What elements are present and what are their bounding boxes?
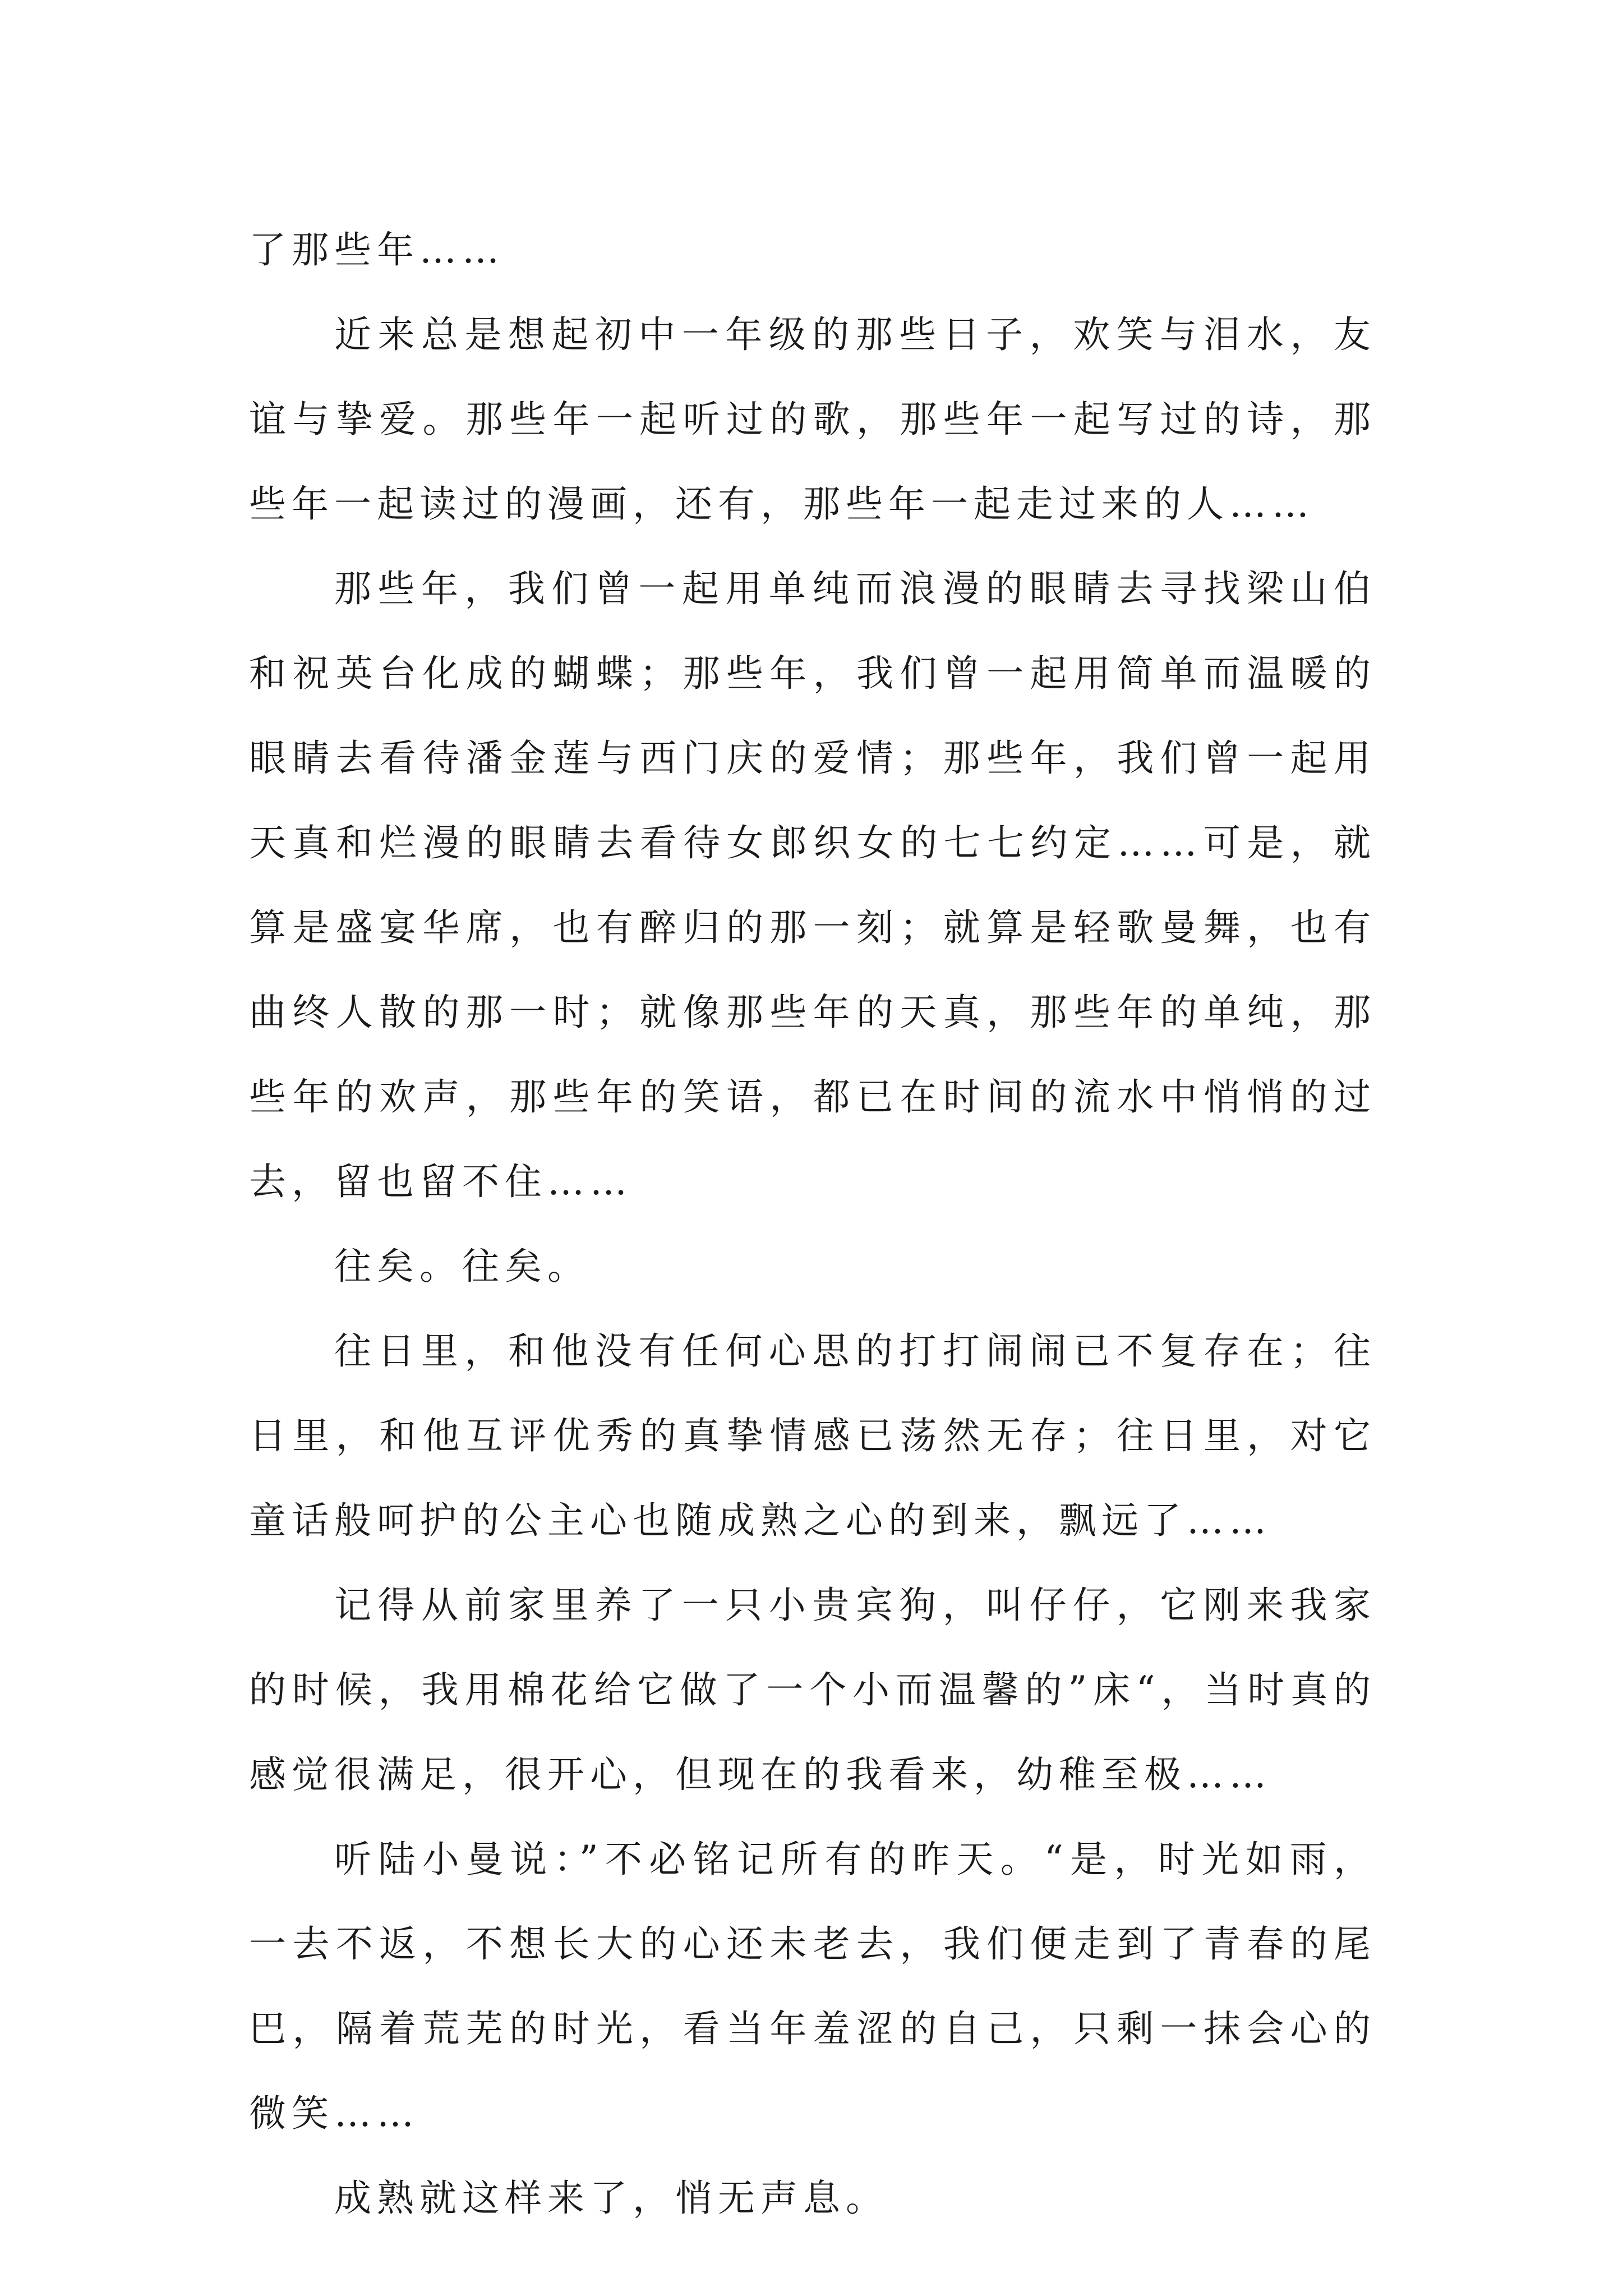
paragraph: 往日里，和他没有任何心思的打打闹闹已不复存在；往日里，和他互评优秀的真挚情感已荡然无存；往日里，对它童话般呵护的公主心也随成熟之心的到来，飘远了…… bbox=[249, 1329, 1376, 1542]
paragraph: 那些年，我们曾一起用单纯而浪漫的眼睛去寻找梁山伯和祝英台化成的蝴蝶；那些年，我们曾一起用简单而温暖的眼睛去看待潘金莲与西门庆的爱情；那些年，我们曾一起用天真和烂漫的眼睛去看待女郎织女的七七约定……可是，就算是盛宴华席，也有醉归的那一刻；就算是轻歌曼舞，也有曲终人散的那一时；就像那些年的天真，那些年的单纯，那些年的欢声，那些年的笑语，都已在时间的流水中悄悄的过去，留也留不住…… bbox=[249, 567, 1376, 1203]
paragraph: 成熟就这样来了，悄无声息。 bbox=[334, 2177, 888, 2220]
paragraph: 听陆小曼说：”不必铭记所有的昨天。“是，时光如雨，一去不返，不想长大的心还未老去，我们便走到了青春的尾巴，隔着荒芜的时光，看当年羞涩的自己，只剩一抹会心的微笑…… bbox=[249, 1838, 1376, 2135]
paragraph: 记得从前家里养了一只小贵宾狗，叫仔仔，它刚来我家的时候，我用棉花给它做了一个小而温馨的”床“，当时真的感觉很满足，很开心，但现在的我看来，幼稚至极…… bbox=[249, 1584, 1376, 1796]
paragraph: 往矣。往矣。 bbox=[334, 1245, 590, 1288]
body-text bbox=[249, 208, 1376, 2240]
paragraph-continuation: 了那些年…… bbox=[249, 228, 505, 272]
paragraph: 近来总是想起初中一年级的那些日子，欢笑与泪水，友谊与挚爱。那些年一起听过的歌，那些年一起写过的诗，那些年一起读过的漫画，还有，那些年一起走过来的人…… bbox=[249, 313, 1376, 526]
